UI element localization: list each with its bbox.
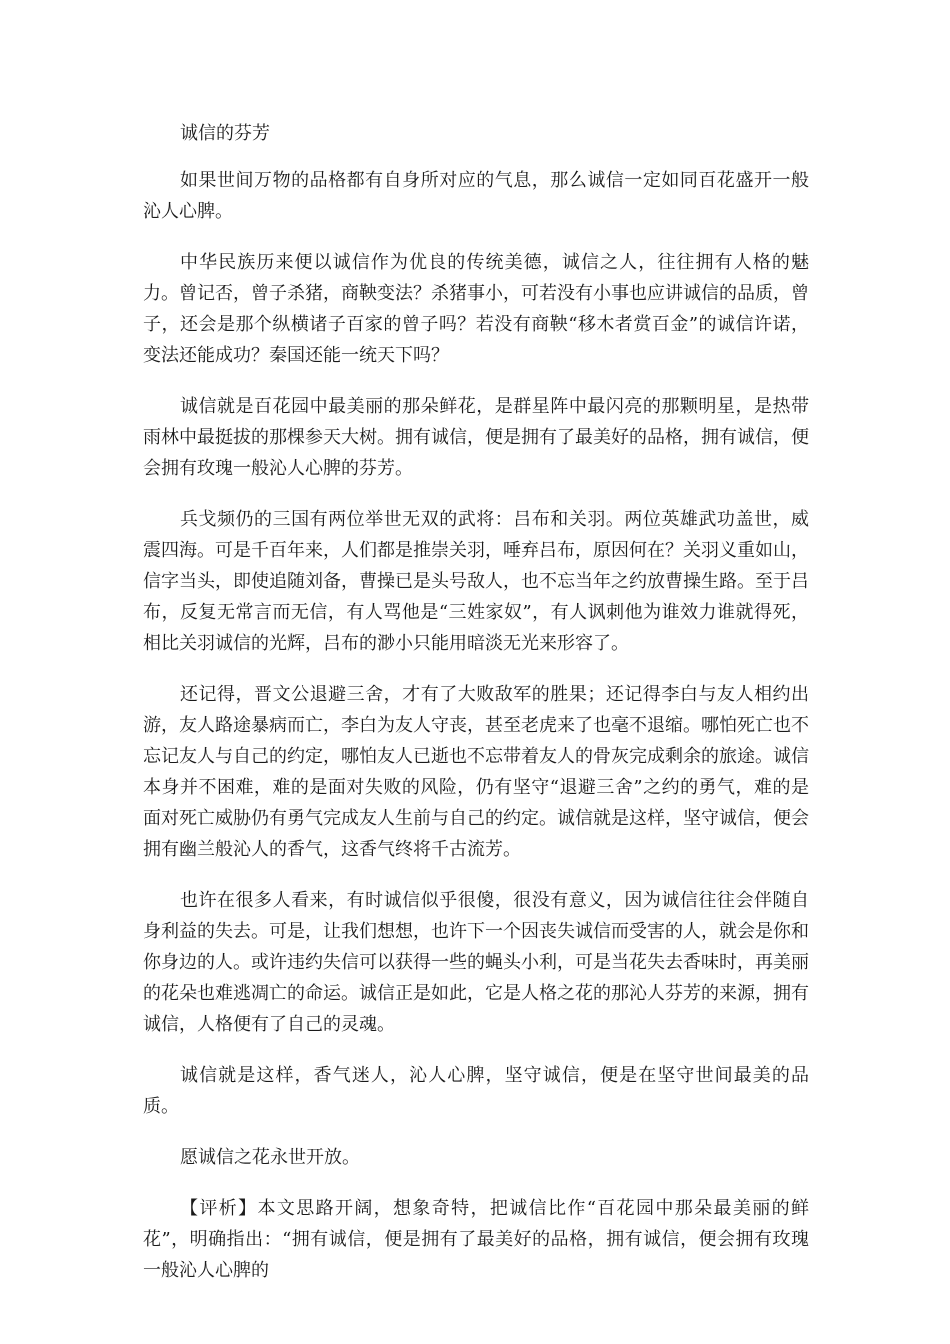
paragraph-intro: 如果世间万物的品格都有自身所对应的气息，那么诚信一定如同百花盛开一般沁人心脾。 [143, 170, 809, 222]
paragraph-commentary: 【评析】本文思路开阔，想象奇特，把诚信比作“百花园中那朵最美丽的鲜花”，明确指出：“拥有诚信，便是拥有了最美好的品格，拥有诚信，便会拥有玫瑰一般沁人心脾的 [143, 1198, 809, 1281]
paragraph-remember: 还记得，晋文公退避三舍，才有了大败敌军的胜果；还记得李白与友人相约出游，友人路途暴病而亡，李白为友人守丧，甚至老虎来了也毫不退缩。哪怕死亡也不忘记友人与自己的约定，哪怕友人已逝也不忘带着友人的骨灰完成剩余的旅途。诚信本身并不困难，难的是面对失败的风险，仍有坚守“退避三舍”之约的勇气，难的是面对死亡威胁仍有勇气完成友人生前与自己的约定。诚信就是这样，坚守诚信，便会拥有幽兰般沁人的香气，这香气终将千古流芳。 [143, 684, 809, 860]
paragraph-wish: 愿诚信之花永世开放。 [180, 1147, 360, 1168]
document-body [143, 118, 809, 1306]
paragraph-tradition: 中华民族历来便以诚信作为优良的传统美德，诚信之人，往往拥有人格的魅力。曾记否，曾子杀猪，商鞅变法？杀猪事小，可若没有小事也应讲诚信的品质，曾子，还会是那个纵横诸子百家的曾子吗？若没有商鞅“移木者赏百金”的诚信许诺，变法还能成功？秦国还能一统天下吗？ [143, 252, 809, 366]
paragraph-summary: 诚信就是这样，香气迷人，沁人心脾，坚守诚信，便是在坚守世间最美的品质。 [143, 1065, 809, 1117]
paragraph-flower-metaphor: 诚信就是百花园中最美丽的那朵鲜花，是群星阵中最闪亮的那颗明星，是热带雨林中最挺拔的那棵参天大树。拥有诚信，便是拥有了最美好的品格，拥有诚信，便会拥有玫瑰一般沁人心脾的芬芳。 [143, 396, 809, 479]
paragraph-three-kingdoms: 兵戈频仍的三国有两位举世无双的武将：吕布和关羽。两位英雄武功盖世，威震四海。可是千百年来，人们都是推崇关羽，唾弃吕布，原因何在？关羽义重如山，信字当头，即使追随刘备，曹操已是头号敌人，也不忘当年之约放曹操生路。至于吕布，反复无常言而无信，有人骂他是“三姓家奴”，有人讽刺他为谁效力谁就得死，相比关羽诚信的光辉，吕布的渺小只能用暗淡无光来形容了。 [143, 509, 809, 654]
page-title: 诚信的芬芳 [180, 123, 270, 144]
paragraph-perhaps: 也许在很多人看来，有时诚信似乎很傻，很没有意义，因为诚信往往会伴随自身利益的失去。可是，让我们想想，也许下一个因丧失诚信而受害的人，就会是你和你身边的人。或许违约失信可以获得一些的蝇头小利，可是当花失去香味时，再美丽的花朵也难逃凋亡的命运。诚信正是如此，它是人格之花的那沁人芬芳的来源，拥有诚信，人格便有了自己的灵魂。 [143, 890, 809, 1035]
